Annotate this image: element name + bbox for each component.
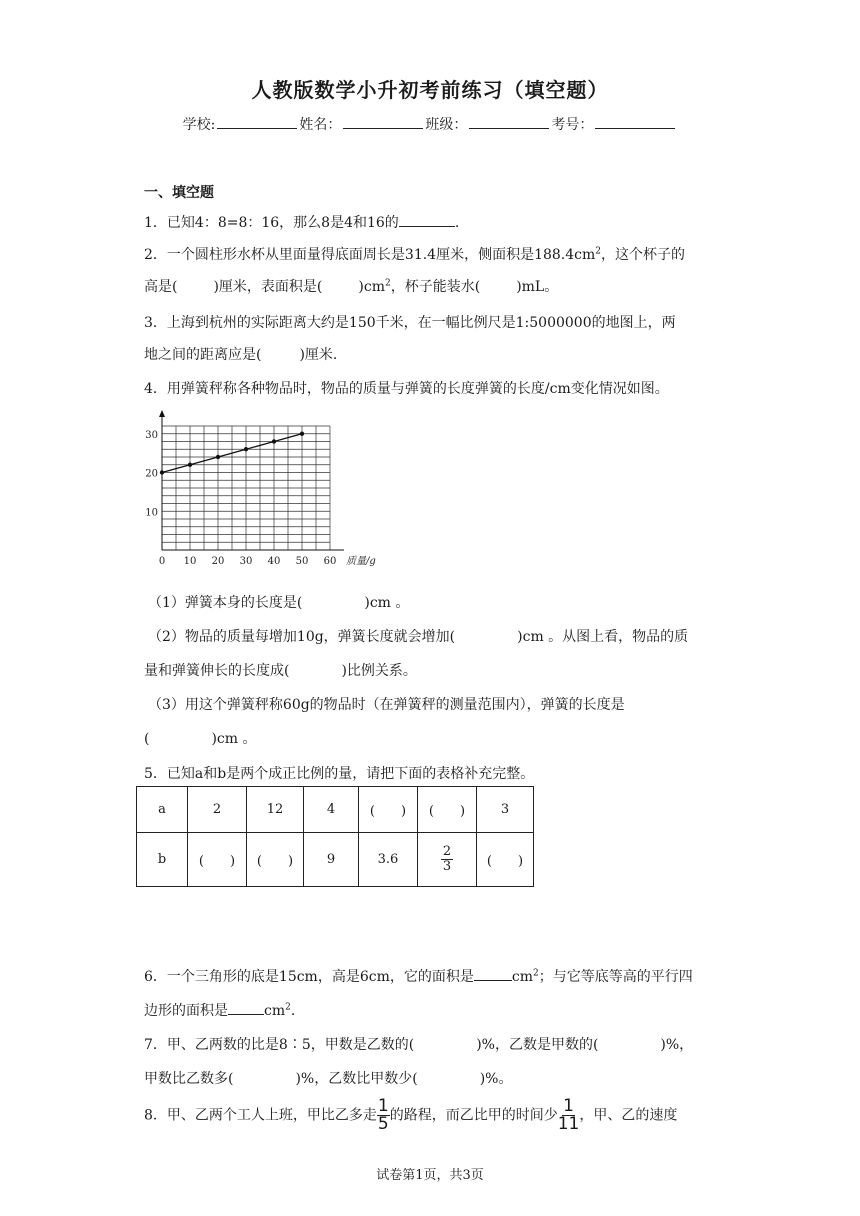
q2-text-g: )mL。 <box>516 279 559 295</box>
q8-text-b: 的路程，而乙比甲的时间少 <box>389 1107 558 1124</box>
q3-text-c: )厘米. <box>299 347 338 363</box>
q4-s1-unit: )cm 。 <box>364 595 410 611</box>
student-info-line <box>0 114 860 134</box>
q6-unit-1: cm <box>511 969 533 985</box>
q4-s2-text-c: 量和弹簧伸长的长度成( <box>144 663 290 679</box>
data-point <box>272 439 276 443</box>
q2-text-b: ，这个杯子的 <box>601 247 686 263</box>
q5-table <box>136 786 534 887</box>
q2-text-f: ，杯子能装水( <box>390 279 481 295</box>
data-point <box>188 463 192 467</box>
number-blank[interactable] <box>595 116 675 129</box>
q4-sub-3-line-2 <box>144 728 257 748</box>
question-3-line-1: 3．上海到杭州的实际距离大约是150千米，在一幅比例尺是1:5000000的地图上，两 <box>144 315 676 331</box>
table-row-b <box>137 833 534 887</box>
q7-text-f: )%。 <box>479 1071 513 1087</box>
table-cell-fraction <box>418 833 477 887</box>
q4-s2-text: （2）物品的质量每增加10g，弹簧长度就会增加( <box>148 629 456 645</box>
fraction-one-fifth <box>377 1098 390 1133</box>
x-tick-label: 10 <box>183 556 197 567</box>
q4-sub-2-line-2 <box>144 660 417 680</box>
x-tick-label: 20 <box>211 556 225 567</box>
table-cell-blank[interactable]: ( ) <box>359 787 418 833</box>
table-cell: 3.6 <box>359 833 418 887</box>
class-blank[interactable] <box>469 116 549 129</box>
table-cell-blank[interactable]: ( ) <box>188 833 247 887</box>
table-cell: a <box>137 787 188 833</box>
x-tick-label: 30 <box>239 556 253 567</box>
q7-text-b: )%，乙数是甲数的( <box>476 1037 599 1053</box>
number-label: 考号： <box>551 117 594 133</box>
fraction-one-eleventh <box>558 1098 580 1133</box>
q7-text-c: )%， <box>660 1037 694 1053</box>
q4-s3-open: ( <box>144 731 150 747</box>
y-tick-label: 30 <box>145 429 158 441</box>
fraction-denominator: 11 <box>557 1114 580 1134</box>
spring-chart <box>140 408 400 568</box>
q6-sup-2: 2 <box>285 1002 291 1013</box>
y-axis-arrow <box>159 410 165 417</box>
table-cell-blank[interactable]: ( ) <box>247 833 304 887</box>
x-tick-label: 60 <box>323 556 337 567</box>
question-6-line-1 <box>144 966 693 986</box>
data-point <box>216 455 220 459</box>
q6-blank-1[interactable] <box>474 968 512 981</box>
question-2-line-1 <box>144 244 685 264</box>
page-footer: 试卷第1页，共3页 <box>376 1168 484 1183</box>
q2-text-d: )厘米，表面积是( <box>213 279 323 295</box>
q4-sub-3-line-1: （3）用这个弹簧秤称60g的物品时（在弹簧秤的测量范围内），弹簧的长度是 <box>148 697 625 713</box>
q7-text-e: )%，乙数比甲数少( <box>295 1071 418 1087</box>
table-cell: 12 <box>247 787 304 833</box>
table-cell: 2 <box>188 787 247 833</box>
chart-ticks <box>145 430 376 567</box>
q7-text-a: 7．甲、乙两数的比是8∶5，甲数是乙数的( <box>144 1037 415 1053</box>
q2-text-c: 高是( <box>144 279 178 295</box>
table-cell: 9 <box>304 833 359 887</box>
q3-text-b: 地之间的距离应是( <box>144 347 262 363</box>
question-1 <box>144 212 459 232</box>
fraction-two-thirds <box>441 845 453 873</box>
x-tick-label: 40 <box>267 556 281 567</box>
question-2-line-2 <box>144 276 558 296</box>
q2-text-a: 2．一个圆柱形水杯从里面量得底面周长是31.4厘米，侧面积是188.4cm <box>144 247 596 263</box>
q6-sup-1: 2 <box>533 968 539 979</box>
data-point <box>300 432 304 436</box>
q4-s2-text-d: )比例关系。 <box>341 663 417 679</box>
table-cell: 4 <box>304 787 359 833</box>
question-3-line-2 <box>144 344 337 364</box>
table-row-a <box>137 787 534 833</box>
table-cell: 3 <box>477 787 534 833</box>
q1-blank[interactable] <box>399 214 455 227</box>
fraction-denominator: 3 <box>442 859 452 874</box>
x-tick-label: 0 <box>158 556 166 567</box>
fraction-denominator: 5 <box>377 1114 389 1134</box>
name-blank[interactable] <box>343 116 423 129</box>
q6-text-f: . <box>290 1003 296 1019</box>
question-7-line-1 <box>144 1034 693 1054</box>
table-cell: b <box>137 833 188 887</box>
fraction-numerator: 1 <box>377 1096 389 1116</box>
y-tick-label: 10 <box>145 507 158 519</box>
q4-s2-text-b: )cm 。从图上看，物品的质 <box>517 629 689 645</box>
q8-text-a: 8．甲、乙两个工人上班，甲比乙多走 <box>144 1107 377 1124</box>
q1-end: . <box>454 215 460 231</box>
q6-unit-2: cm <box>264 1003 286 1019</box>
class-label: 班级： <box>425 117 468 133</box>
q1-text: 1．已知4：8=8：16，那么8是4和16的 <box>144 215 399 231</box>
question-7-line-2 <box>144 1068 512 1088</box>
q4-s1-text: （1）弹簧本身的长度是( <box>148 595 303 611</box>
question-4-stem: 4．用弹簧秤称各种物品时，物品的质量与弹簧的长度弹簧的长度/cm变化情况如图。 <box>144 381 669 397</box>
question-6-line-2 <box>144 1000 295 1020</box>
fraction-numerator: 1 <box>563 1096 574 1116</box>
table-cell-blank[interactable]: ( ) <box>477 833 534 887</box>
data-point <box>160 470 164 474</box>
x-tick-label: 50 <box>295 556 309 567</box>
q7-text-d: 甲数比乙数多( <box>144 1071 234 1087</box>
q6-text-d: 边形的面积是 <box>144 1003 228 1019</box>
school-label: 学校: <box>182 117 216 133</box>
q4-s3-unit: )cm 。 <box>211 731 257 747</box>
data-point <box>244 447 248 451</box>
y-tick-label: 20 <box>145 468 158 480</box>
q2-sup: 2 <box>595 246 602 257</box>
question-8-line-1 <box>144 1098 677 1133</box>
fraction-numerator: 2 <box>442 844 452 860</box>
school-blank[interactable] <box>217 116 297 129</box>
q6-text-a: 6．一个三角形的底是15cm，高是6cm，它的面积是 <box>144 969 474 985</box>
q4-sub-1 <box>148 592 409 612</box>
q6-blank-2[interactable] <box>228 1002 264 1015</box>
q2-text-e: )cm <box>358 279 385 295</box>
chart-grid <box>162 426 330 550</box>
page-title: 人教版数学小升初考前练习（填空题） <box>251 78 609 102</box>
q6-text-c: ；与它等底等高的平行四 <box>538 969 693 985</box>
section-heading: 一、填空题 <box>144 185 214 201</box>
q4-sub-2-line-1 <box>148 626 688 646</box>
question-5-stem: 5．已知a和b是两个成正比例的量，请把下面的表格补充完整。 <box>144 766 535 782</box>
q8-text-c: ，甲、乙的速度 <box>579 1107 678 1124</box>
table-cell-blank[interactable]: ( ) <box>418 787 477 833</box>
x-axis-label: 质量/g <box>346 556 376 567</box>
name-label: 姓名： <box>299 117 342 133</box>
q2-sup2: 2 <box>384 278 391 289</box>
